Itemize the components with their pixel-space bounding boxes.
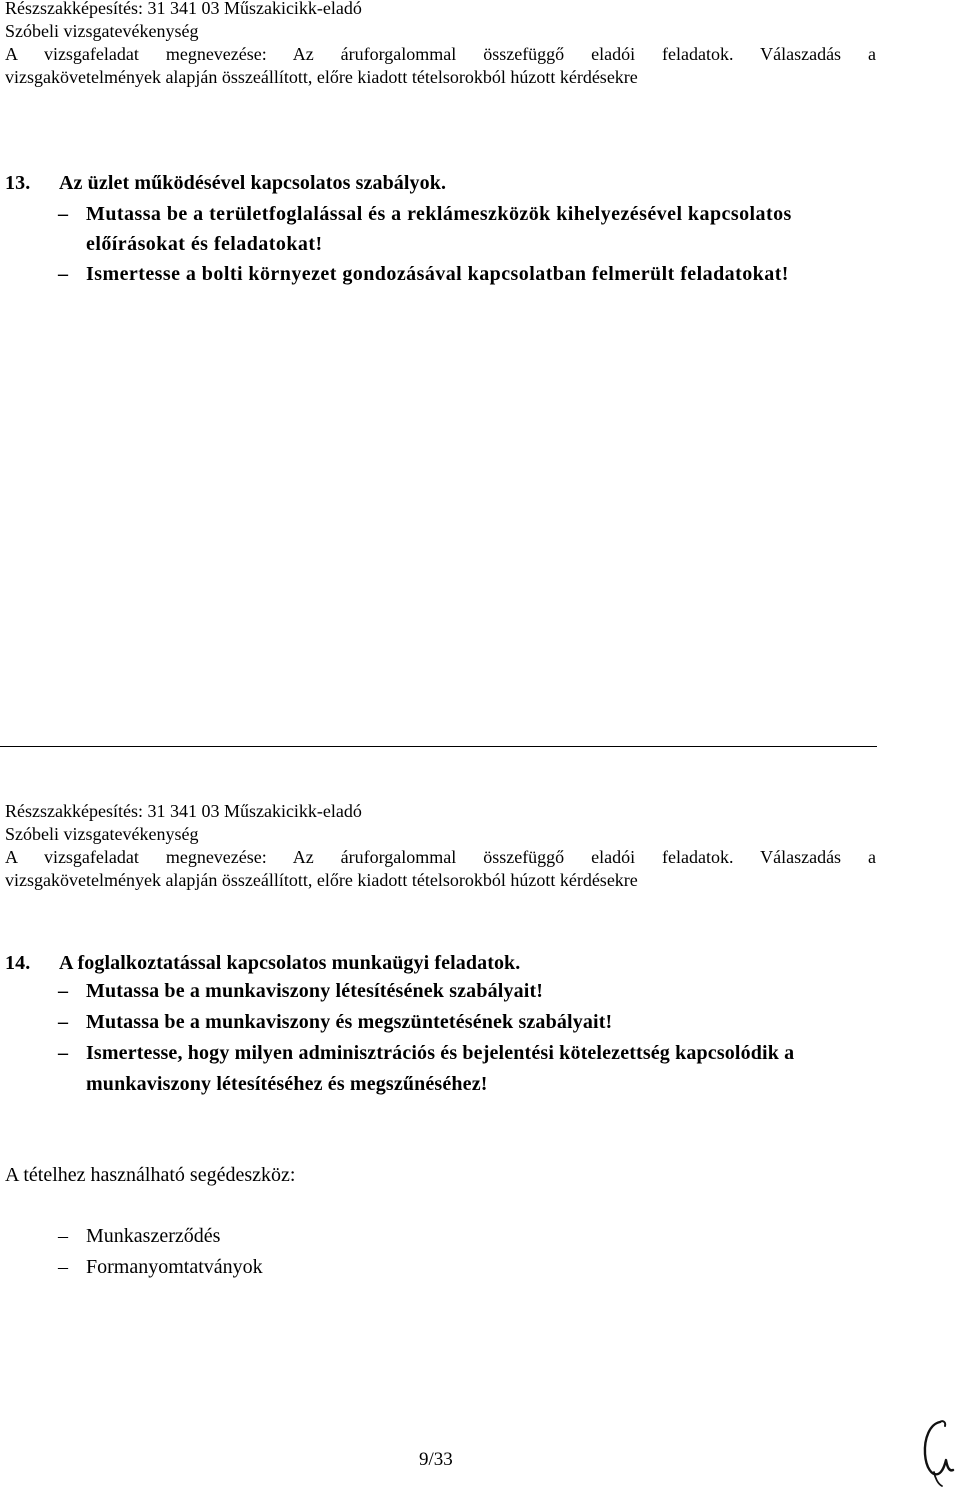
header-task-name-line2: vizsgakövetelmények alapján összeállított, előre kiadott tételsorokból húzott kérdésekre (5, 870, 638, 890)
task-13-title: Az üzlet működésével kapcsolatos szabályok. (59, 172, 447, 194)
task-14-question-1-text: Mutassa be a munkaviszony létesítésének szabályait! (86, 980, 544, 1002)
header-task-name-line1: A vizsgafeladat megnevezése: Az áruforgalommal összefüggő eladói feladatok. Válaszadás a (5, 847, 876, 867)
task-13-questions (5, 199, 880, 289)
task-13-title-row (5, 167, 880, 199)
header-block-1 (5, 0, 876, 89)
dash-bullet: – (58, 1042, 69, 1064)
task-13 (5, 167, 880, 289)
task-13-question-2-text: Ismertesse a bolti környezet gondozásával kapcsolatban felmerült feladatokat! (86, 263, 789, 285)
header-qualification: Részszakképesítés: 31 341 03 Műszakicikk-eladó (5, 0, 362, 18)
header-task-name-line2: vizsgakövetelmények alapján összeállított, előre kiadott tételsorokból húzott kérdésekre (5, 67, 638, 87)
header-block-2 (5, 800, 876, 892)
dash-bullet: – (58, 1225, 68, 1247)
task-14-question-3-text: Ismertesse, hogy milyen adminisztrációs és bejelentési kötelezettség kapcsolódik a munkaviszony létesítéséhez és megszűnéséhez! (86, 1042, 795, 1095)
task-14 (5, 950, 880, 1100)
task-14-question-1 (5, 976, 880, 1007)
header-qualification: Részszakképesítés: 31 341 03 Műszakicikk-eladó (5, 801, 362, 821)
task-14-title-row (5, 950, 880, 976)
task-13-number: 13. (5, 172, 31, 194)
header-activity: Szóbeli vizsgatevékenység (5, 21, 199, 41)
task-14-title: A foglalkoztatással kapcsolatos munkaügyi feladatok. (59, 952, 521, 974)
dash-bullet: – (58, 980, 69, 1002)
task-13-question-2 (5, 259, 880, 289)
dash-bullet: – (58, 263, 69, 285)
aid-item-2 (5, 1252, 263, 1283)
page-separator-line (0, 746, 877, 747)
task-14-questions (5, 976, 880, 1100)
aids-title: A tételhez használható segédeszköz: (5, 1164, 296, 1186)
header-activity: Szóbeli vizsgatevékenység (5, 824, 199, 844)
task-13-question-1-text: Mutassa be a területfoglalással és a reklámeszközök kihelyezésével kapcsolatos előírásokat és feladatokat! (86, 203, 792, 255)
dash-bullet: – (58, 203, 69, 225)
aid-item-1 (5, 1221, 263, 1252)
task-14-number: 14. (5, 952, 31, 974)
aids-list (5, 1221, 263, 1283)
page-number: 9/33 (419, 1449, 453, 1470)
aid-item-2-text: Formanyomtatványok (86, 1256, 263, 1278)
handwritten-signature-icon (916, 1410, 956, 1490)
task-14-question-2-text: Mutassa be a munkaviszony és megszüntetésének szabályait! (86, 1011, 613, 1033)
task-14-question-2 (5, 1007, 880, 1038)
aid-item-1-text: Munkaszerződés (86, 1225, 221, 1247)
header-task-name-line1: A vizsgafeladat megnevezése: Az áruforgalommal összefüggő eladói feladatok. Válaszadás a (5, 44, 876, 64)
dash-bullet: – (58, 1011, 69, 1033)
task-13-question-1 (5, 199, 880, 259)
task-14-question-3 (5, 1038, 880, 1100)
dash-bullet: – (58, 1256, 68, 1278)
